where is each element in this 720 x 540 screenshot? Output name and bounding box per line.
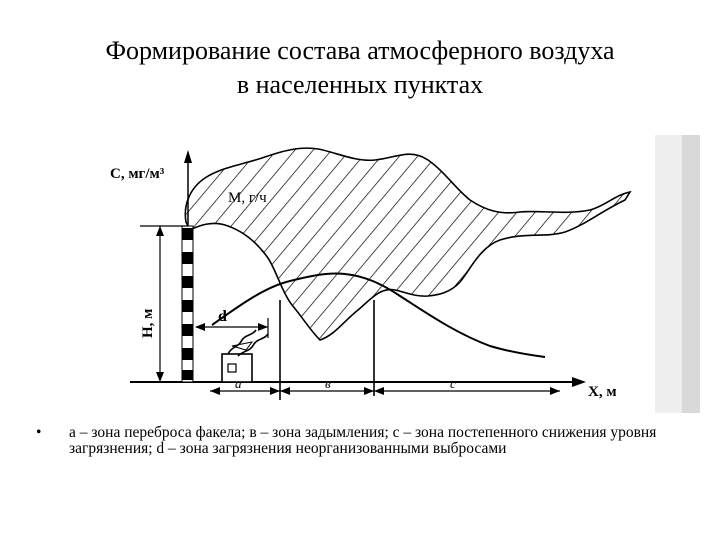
- pollution-diagram: [100, 130, 700, 415]
- x-axis-arrow: [572, 377, 586, 387]
- scan-shadow-edge: [682, 135, 700, 413]
- zone-label-c: c: [450, 376, 456, 391]
- bullet-dot: •: [36, 424, 42, 441]
- zone-label-b: в: [325, 376, 331, 391]
- d-arrow-left: [195, 323, 205, 331]
- chimney-stack: [182, 226, 193, 382]
- zone-arrow-c-end: [550, 387, 560, 395]
- d-arrow-right: [258, 323, 268, 331]
- zone-label-a: a: [235, 376, 242, 391]
- zone-arrow-b-end: [364, 387, 374, 395]
- title-line-1: Формирование состава атмосферного воздуха: [105, 36, 615, 65]
- y-axis-label: С, мг/м³: [110, 166, 165, 182]
- distance-label: d: [218, 308, 227, 325]
- height-label: Н, м: [140, 308, 156, 338]
- x-axis-label: Х, м: [588, 384, 617, 400]
- emission-source-building: [222, 330, 268, 382]
- height-arrow-bottom: [156, 372, 164, 382]
- zone-arrow-c-start: [374, 387, 384, 395]
- zone-arrow-start: [210, 387, 220, 395]
- caption-bullet: [36, 425, 676, 457]
- caption-text: a – зона переброса факела; в – зона задымления; c – зона постепенного снижения уровня загрязнения; d – зона загрязнения неорганизованными выбросами: [69, 424, 657, 457]
- height-arrow-top: [156, 226, 164, 236]
- smoke-plume: [185, 148, 630, 340]
- zone-arrow-a-end: [270, 387, 280, 395]
- zone-arrow-b-start: [280, 387, 290, 395]
- slide-title: [0, 34, 720, 102]
- y-axis-arrow: [184, 150, 192, 163]
- title-line-2: в населенных пунктах: [236, 70, 484, 99]
- plume-label: М, г/ч: [228, 190, 267, 206]
